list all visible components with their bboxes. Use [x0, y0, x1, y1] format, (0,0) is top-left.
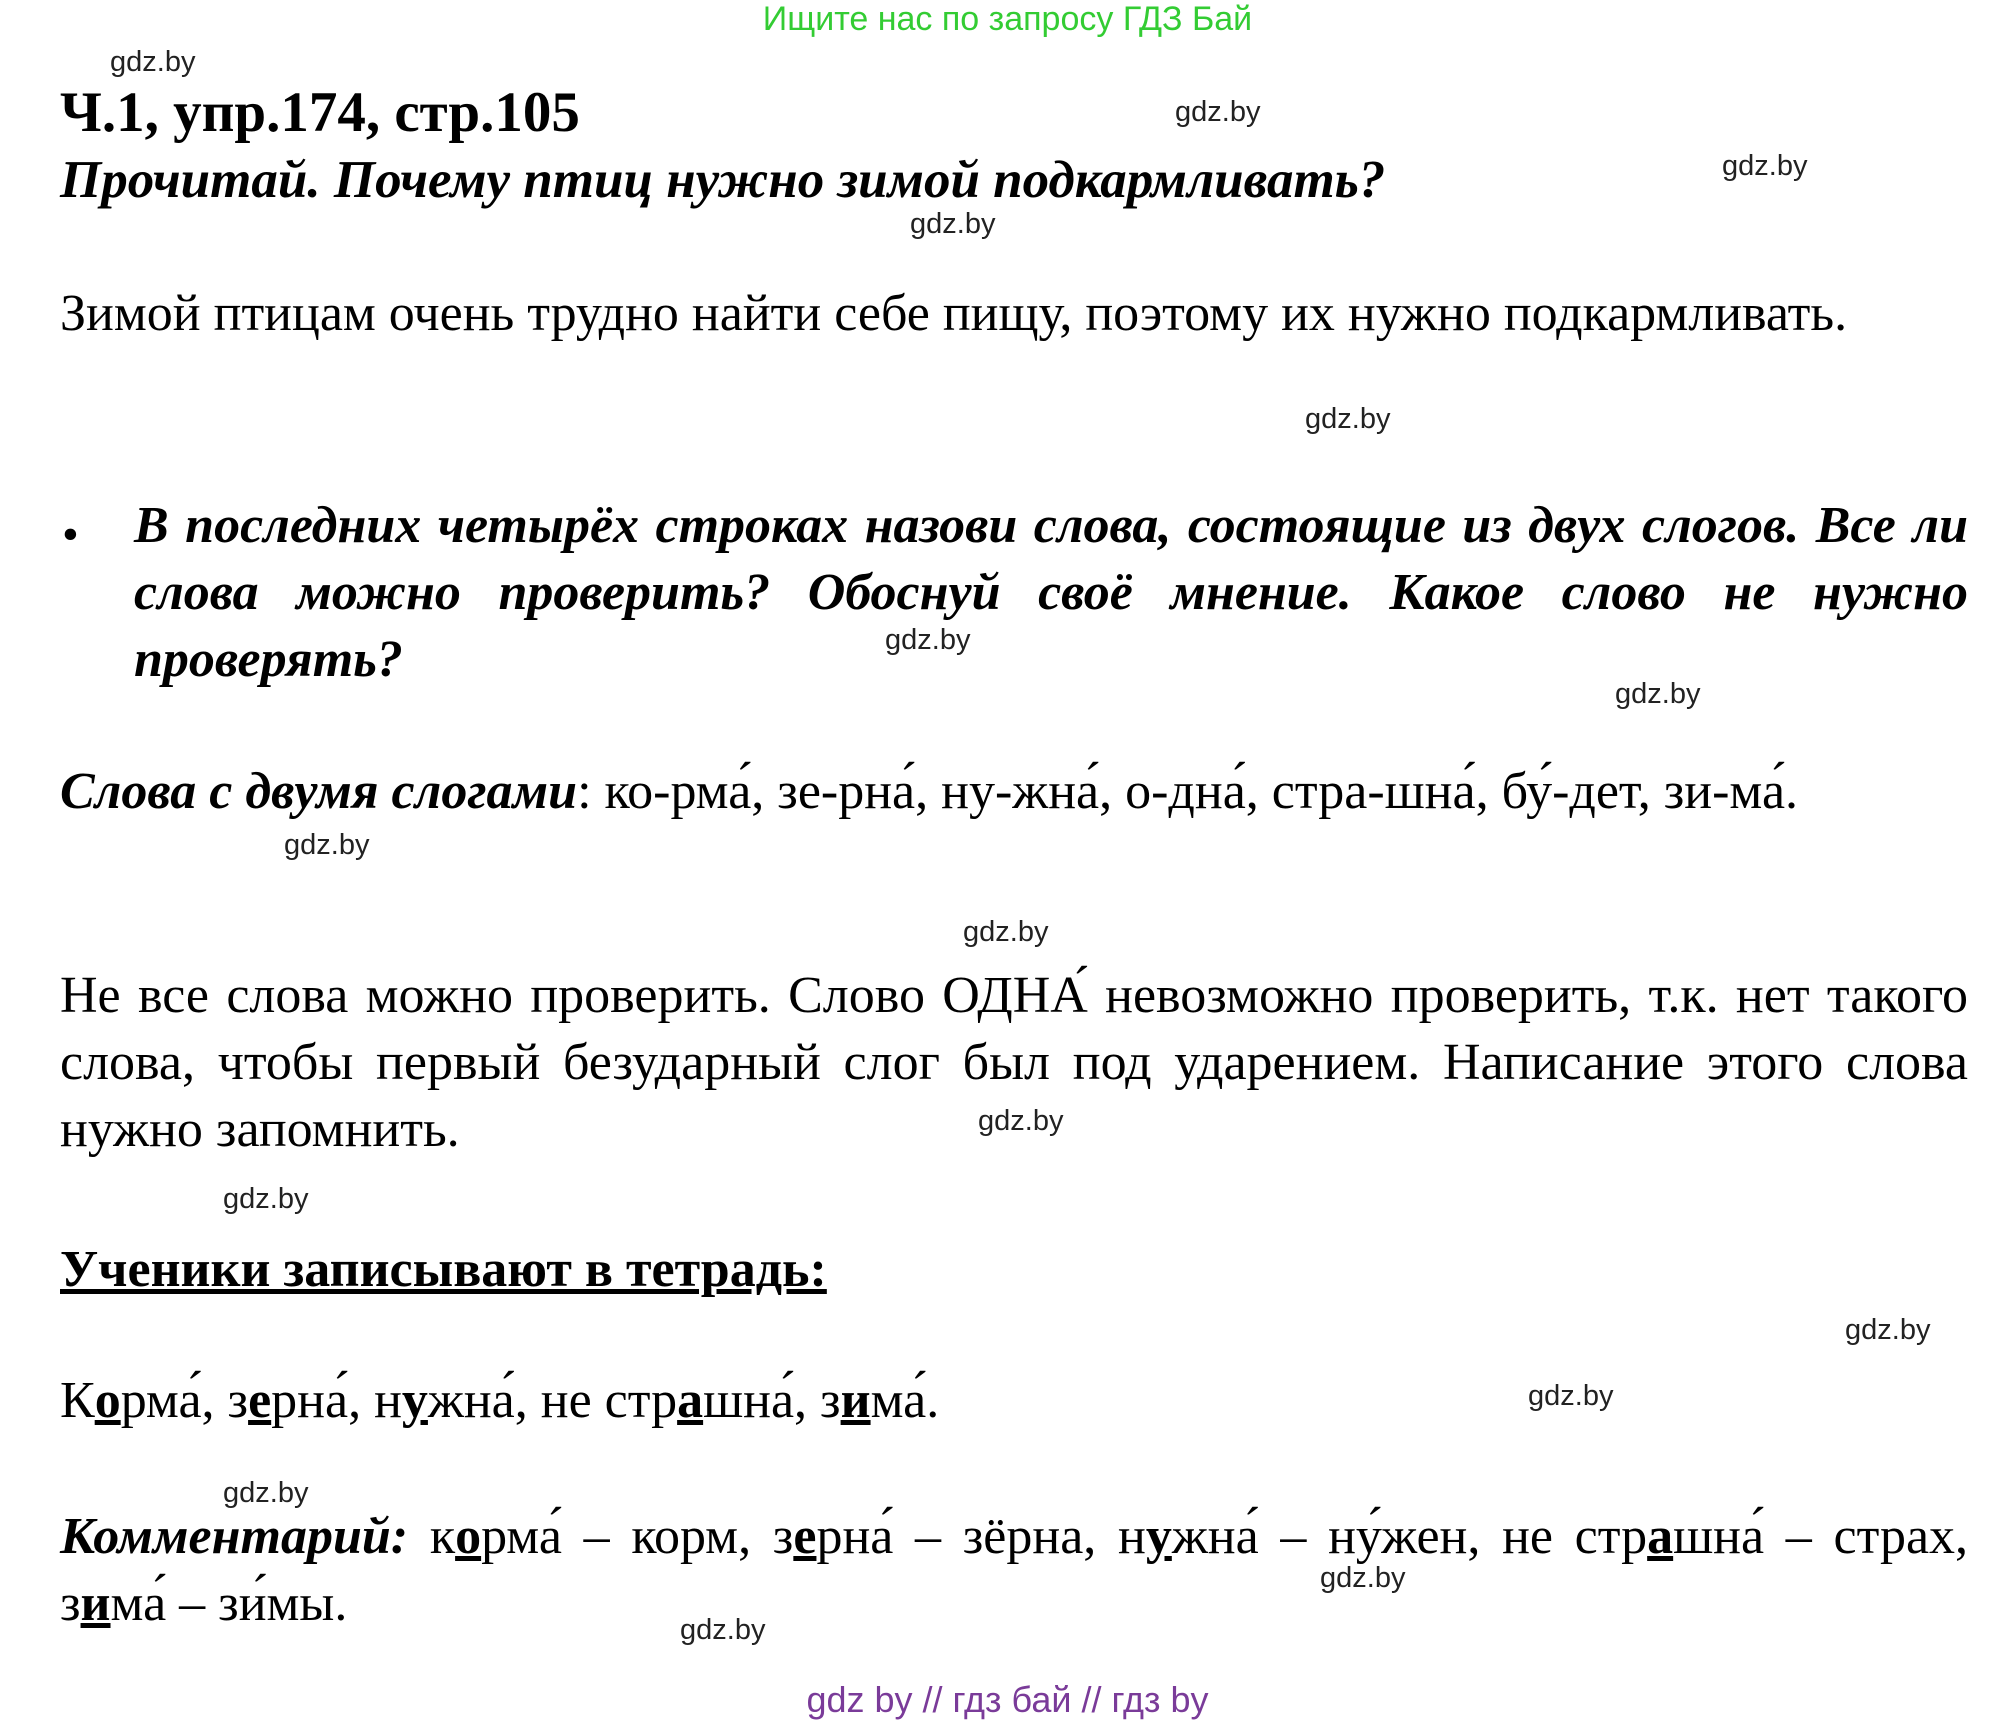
- text-fragment: жна́, не стр: [427, 1372, 678, 1429]
- text-fragment: ма́.: [870, 1372, 940, 1429]
- task-question: Прочитай. Почему птиц нужно зимой подкармливать?: [60, 151, 1386, 209]
- watermark: gdz.by: [110, 46, 196, 78]
- highlight-letter: е: [793, 1508, 817, 1565]
- text-fragment: рна́ – зёрна, н: [816, 1508, 1146, 1565]
- text-fragment: шна́ – страх, з: [60, 1508, 1969, 1632]
- watermark: gdz.by: [1320, 1562, 1406, 1594]
- highlight-letter: и: [840, 1372, 871, 1429]
- watermark: gdz.by: [963, 916, 1049, 948]
- footer-links: gdz by // гдз бай // гдз by: [806, 1679, 1209, 1720]
- highlight-letter: у: [401, 1372, 428, 1429]
- highlight-letter: о: [94, 1372, 121, 1429]
- top-banner: Ищите нас по запросу ГДЗ Бай: [762, 0, 1253, 38]
- notebook-heading: Ученики записывают в тетрадь:: [60, 1241, 827, 1298]
- highlight-letter: е: [248, 1372, 272, 1429]
- syllables-label: Слова с двумя слогами: [60, 763, 578, 820]
- watermark: gdz.by: [1722, 150, 1808, 182]
- notebook-line: [60, 1367, 1968, 1434]
- watermark: gdz.by: [680, 1614, 766, 1646]
- text-fragment: рна́, н: [271, 1372, 402, 1429]
- highlight-letter: а: [677, 1372, 704, 1429]
- watermark: gdz.by: [223, 1183, 309, 1215]
- watermark: gdz.by: [1845, 1314, 1931, 1346]
- watermark: gdz.by: [978, 1105, 1064, 1137]
- watermark: gdz.by: [910, 208, 996, 240]
- watermark: gdz.by: [284, 829, 370, 861]
- comment-paragraph: [60, 1503, 1968, 1637]
- syllables-text: : ко-рма́, зе-рна́, ну-жна́, о-дна́, стра-шна́, бу́-дет, зи-ма́.: [577, 763, 1799, 820]
- text-fragment: ма́ – зи́мы.: [110, 1575, 348, 1632]
- explanation-paragraph: Не все слова можно проверить. Слово ОДНА́ невозможно проверить, т.к. нет такого слова, чтобы первый безударный слог был под ударением. Написание этого слова нужно запомнить.: [60, 967, 1968, 1158]
- page-title: Ч.1, упр.174, стр.105: [60, 81, 580, 144]
- highlight-letter: у: [1145, 1508, 1172, 1565]
- text-fragment: К: [60, 1372, 95, 1429]
- highlight-letter: а: [1647, 1508, 1674, 1565]
- watermark: gdz.by: [1175, 96, 1261, 128]
- text-fragment: к: [408, 1508, 456, 1565]
- text-fragment: рма́ – корм, з: [481, 1508, 794, 1565]
- watermark: gdz.by: [1615, 678, 1701, 710]
- watermark: gdz.by: [1305, 403, 1391, 435]
- comment-label: Комментарий:: [60, 1508, 409, 1565]
- syllables-paragraph: [60, 758, 1968, 825]
- highlight-letter: о: [455, 1508, 482, 1565]
- bullet-icon: •: [62, 508, 79, 561]
- highlight-letter: и: [80, 1575, 111, 1632]
- bullet-task: В последних четырёх строках назови слова, состоящие из двух слогов. Все ли слова можно проверить? Обоснуй своё мнение. Какое слово не нужно проверять?: [134, 497, 1968, 688]
- watermark: gdz.by: [885, 624, 971, 656]
- answer-paragraph: Зимой птицам очень трудно найти себе пищу, поэтому их нужно подкармливать.: [60, 285, 1848, 342]
- watermark: gdz.by: [1528, 1380, 1614, 1412]
- text-fragment: шна́, з: [703, 1372, 841, 1429]
- text-fragment: жна́ – ну́жен, не стр: [1171, 1508, 1648, 1565]
- text-fragment: рма́, з: [120, 1372, 249, 1429]
- watermark: gdz.by: [223, 1477, 309, 1509]
